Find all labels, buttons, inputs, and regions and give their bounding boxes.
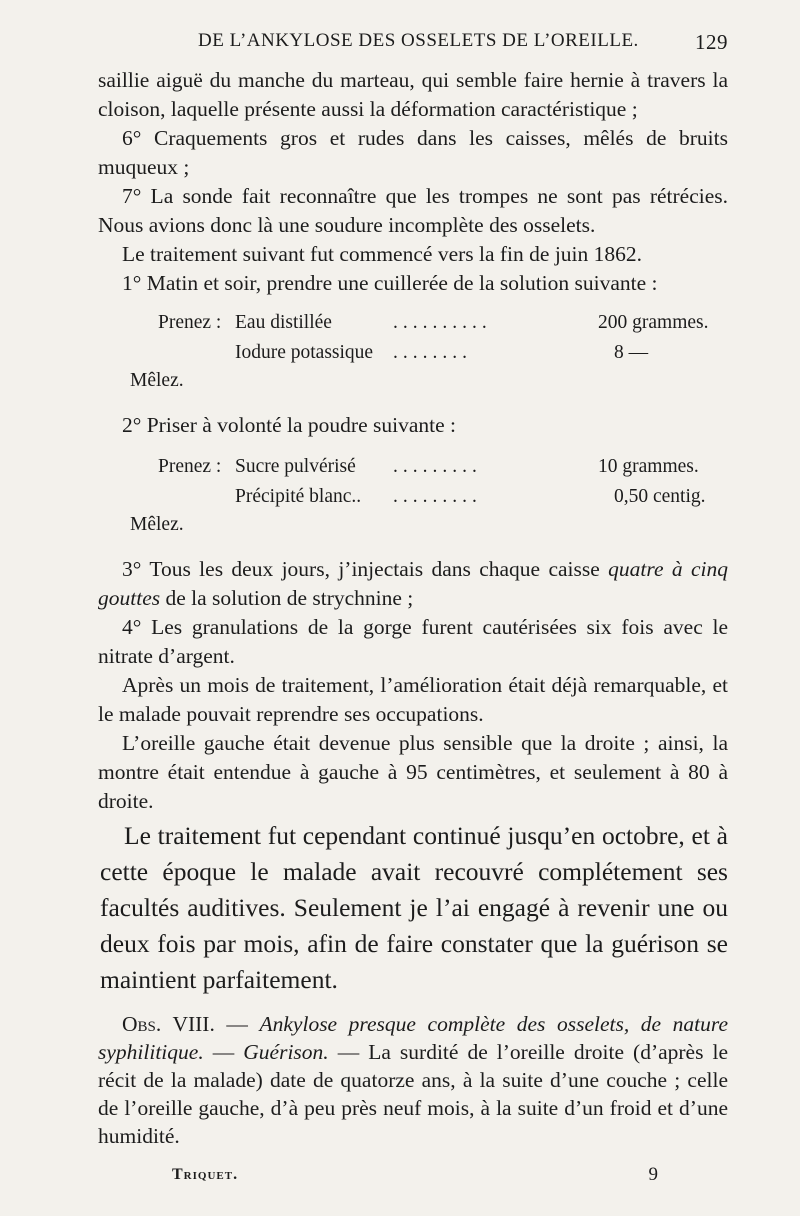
observation-text: — La surdité de l’oreille droite (d’après le récit de la malade) date de quatorze ans, à la suite d’une couche ; celle de l’oreille gauche, d’à peu près neuf mois, à la suite d’un froid et d’une humidité. [98, 1040, 729, 1148]
prescription-row [158, 482, 728, 512]
treatment-item-2: 2° Priser à volonté la poudre suivante : [122, 413, 457, 437]
running-title: DE L’ANKYLOSE DES OSSELETS DE L’OREILLE. [198, 30, 639, 51]
paragraph: Le traitement fut cependant continué jusqu’en octobre, et à cette époque le malade avait recouvré complétement ses facultés auditives. Seulement je l’ai engagé à revenir une ou deux fois par mois, afin de faire constater que la guérison se maintient parfaitement. [100, 821, 728, 994]
paragraph: saillie aiguë du manche du marteau, qui semble faire hernie à travers la cloison, laquelle présente aussi la déformation caractéristique ; [98, 68, 728, 121]
page-footer [172, 1166, 658, 1190]
inserted-paragraph [100, 818, 728, 998]
treatment-item-1: 1° Matin et soir, prendre une cuillerée de la solution suivante : [122, 271, 658, 295]
paragraph: L’oreille gauche était devenue plus sensible que la droite ; ainsi, la montre était entendue à gauche à 95 centimètres, et seulement à 80 à droite. [98, 731, 728, 813]
prescription-1 [98, 308, 728, 368]
leader-dots: ........ [393, 342, 472, 363]
ingredient: Précipité blanc.. [235, 486, 362, 507]
author-signature: Triquet. [172, 1166, 239, 1183]
amount: 200 grammes. [598, 312, 709, 333]
body-text [98, 66, 728, 816]
sheet-number: 9 [648, 1164, 658, 1185]
observation-block [98, 1010, 728, 1150]
page-number: 129 [695, 30, 728, 54]
treatment-item-4: 4° Les granulations de la gorge furent cautérisées six fois avec le nitrate d’argent. [98, 615, 728, 668]
observation-title: Ankylose presque complète des osselets, de nature syphilitique. [98, 1012, 728, 1064]
leader-dots: .......... [393, 312, 492, 333]
ingredient: Iodure potassique [235, 342, 374, 363]
observation-paragraph: Obs. VIII. — Ankylose presque complète des osselets, de nature syphilitique. — Guérison. — La surdité de l’oreille droite (d’après le récit de la malade) date de quatorze ans, à la suite d’une couche ; celle de l’oreille gauche, d’à peu près neuf mois, à la suite d’un froid et d’une humidité. [98, 1012, 729, 1148]
paragraph: Le traitement suivant fut commencé vers la fin de juin 1862. [122, 242, 643, 266]
treatment-item-3: 3° Tous les deux jours, j’injectais dans chaque caisse quatre à cinq gouttes de la solution de strychnine ; [98, 557, 728, 610]
melez-label: Mêlez. [130, 514, 184, 535]
amount: 10 grammes. [598, 456, 699, 477]
list-item-7: 7° La sonde fait reconnaître que les trompes ne sont pas rétrécies. Nous avions donc là une soudure incomplète des osselets. [98, 184, 728, 237]
emphasis: quatre à cinq gouttes [98, 557, 728, 610]
ingredient: Sucre pulvérisé [235, 456, 356, 477]
observation-outcome: Guérison. [243, 1040, 329, 1064]
list-item-6: 6° Craquements gros et rudes dans les caisses, mêlés de bruits muqueux ; [98, 126, 728, 179]
prescription-row [158, 308, 728, 338]
prescription-row [158, 452, 728, 482]
melez-label: Mêlez. [130, 370, 184, 391]
prescription-row [158, 338, 728, 368]
prenez-label: Prenez : [158, 456, 222, 477]
amount: 0,50 centig. [614, 486, 706, 507]
amount: 8 — [614, 342, 649, 363]
leader-dots: ......... [393, 456, 482, 477]
page-header [198, 30, 728, 58]
prenez-label: Prenez : [158, 312, 222, 333]
paragraph: Après un mois de traitement, l’amélioration était déjà remarquable, et le malade pouvait reprendre ses occupations. [98, 673, 728, 726]
prescription-2 [98, 452, 728, 512]
observation-label: Obs. VIII. [122, 1012, 215, 1036]
ingredient: Eau distillée [235, 312, 332, 333]
leader-dots: ......... [393, 486, 482, 507]
